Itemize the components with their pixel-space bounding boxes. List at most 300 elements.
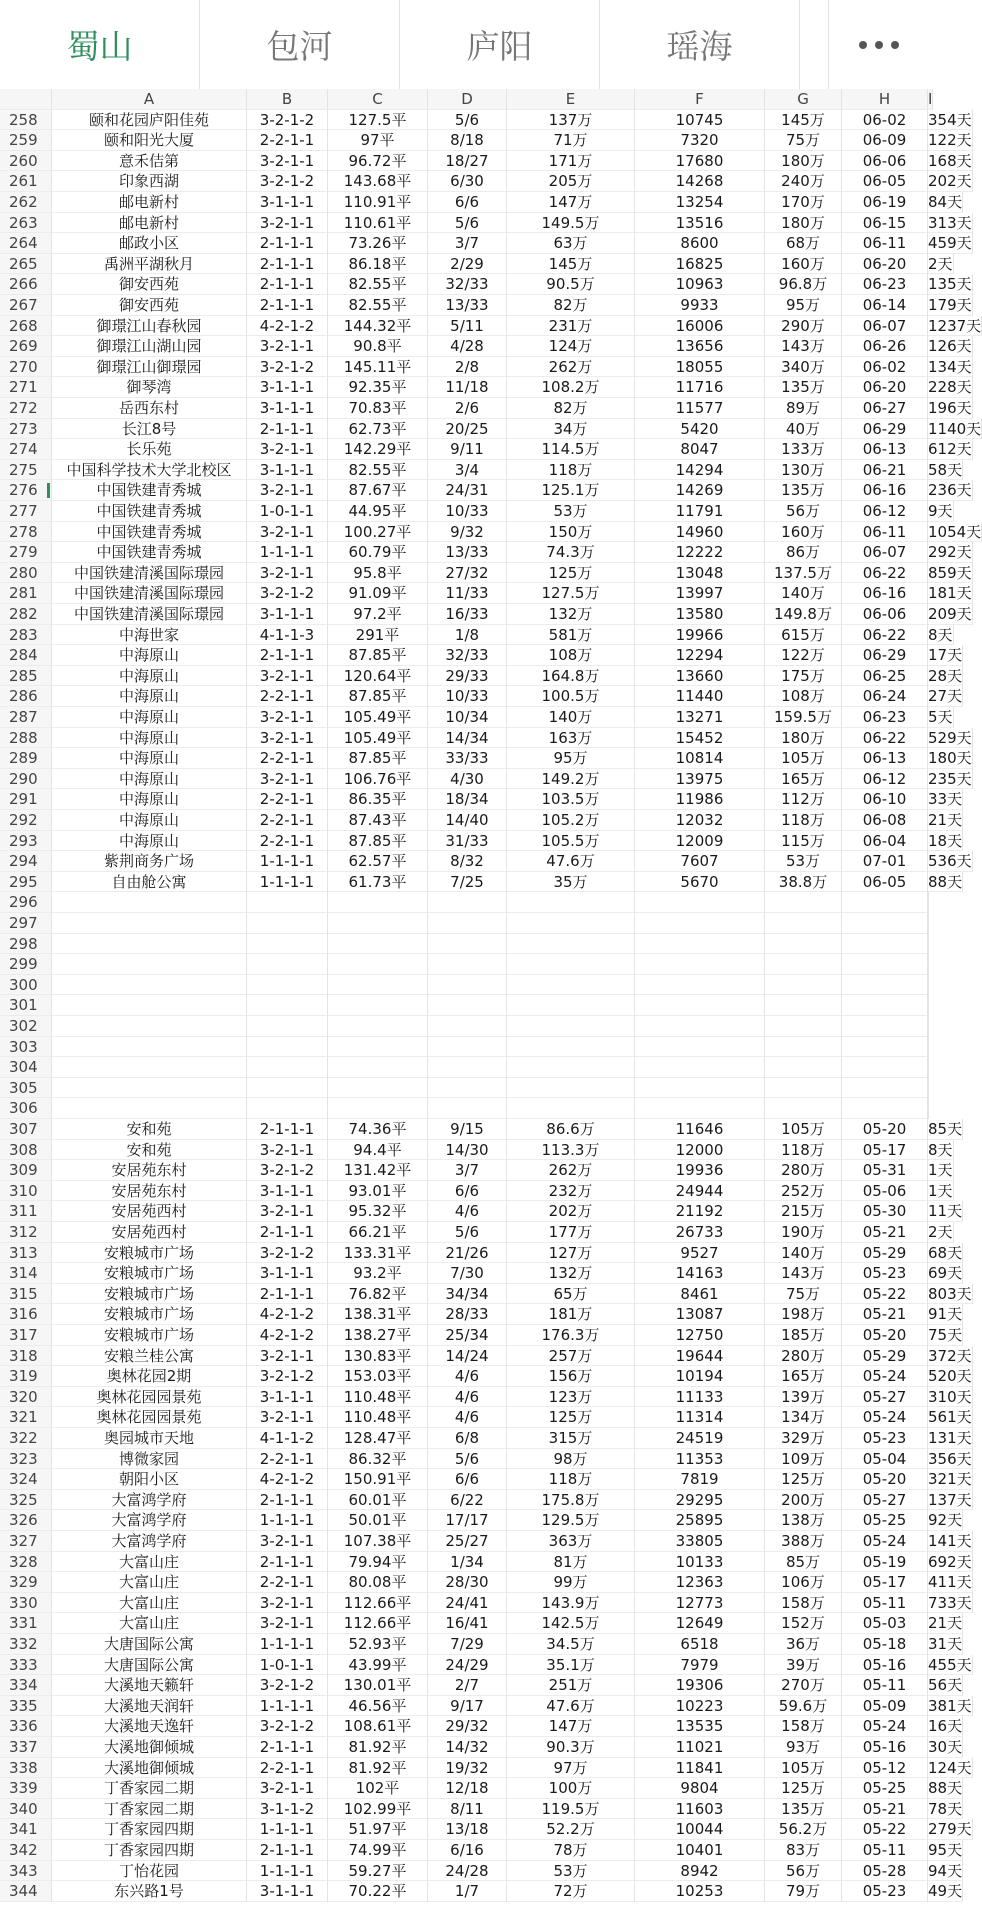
cell-h[interactable]: 06-04: [842, 831, 928, 852]
row-number[interactable]: 269: [0, 336, 52, 357]
cell-f[interactable]: 14268: [635, 171, 765, 192]
cell-d[interactable]: 2/29: [428, 254, 507, 275]
cell-g[interactable]: 185万: [765, 1325, 842, 1346]
cell-b[interactable]: 3-2-1-1: [247, 336, 328, 357]
cell-d[interactable]: 4/6: [428, 1366, 507, 1387]
cell-d[interactable]: 29/33: [428, 666, 507, 687]
cell-b[interactable]: 2-1-1-1: [247, 274, 328, 295]
column-header-h[interactable]: H: [842, 89, 928, 110]
cell-b[interactable]: [247, 1098, 328, 1119]
cell-e[interactable]: 97万: [507, 1758, 635, 1779]
cell-a[interactable]: 奥园城市天地: [52, 1428, 247, 1449]
cell-c[interactable]: 138.31平: [328, 1304, 428, 1325]
cell-g[interactable]: 180万: [765, 151, 842, 172]
cell-a[interactable]: 大富山庄: [52, 1613, 247, 1634]
cell-e[interactable]: 125万: [507, 1407, 635, 1428]
cell-f[interactable]: 19966: [635, 625, 765, 646]
cell-b[interactable]: 2-1-1-1: [247, 1222, 328, 1243]
cell-f[interactable]: 11577: [635, 398, 765, 419]
cell-a[interactable]: 安粮城市广场: [52, 1243, 247, 1264]
cell-b[interactable]: 1-1-1-1: [247, 1696, 328, 1717]
cell-d[interactable]: 25/34: [428, 1325, 507, 1346]
cell-c[interactable]: 86.35平: [328, 789, 428, 810]
cell-c[interactable]: 82.55平: [328, 295, 428, 316]
cell-f[interactable]: 24944: [635, 1181, 765, 1202]
cell-e[interactable]: 100.5万: [507, 686, 635, 707]
cell-i[interactable]: 411天: [928, 1573, 972, 1592]
row-number[interactable]: 311: [0, 1201, 52, 1222]
cell-a[interactable]: 中国铁建青秀城: [52, 542, 247, 563]
cell-f[interactable]: [635, 892, 765, 913]
cell-e[interactable]: 90.5万: [507, 274, 635, 295]
cell-f[interactable]: 11353: [635, 1449, 765, 1470]
cell-b[interactable]: 3-2-1-1: [247, 707, 328, 728]
cell-d[interactable]: 4/30: [428, 769, 507, 790]
row-number[interactable]: 281: [0, 583, 52, 604]
cell-h[interactable]: 06-21: [842, 460, 928, 481]
cell-g[interactable]: 36万: [765, 1634, 842, 1655]
cell-i[interactable]: 459天: [928, 234, 972, 253]
cell-a[interactable]: 印象西湖: [52, 171, 247, 192]
cell-h[interactable]: 05-27: [842, 1490, 928, 1511]
cell-i[interactable]: [928, 954, 929, 975]
cell-c[interactable]: [328, 1057, 428, 1078]
cell-f[interactable]: 24519: [635, 1428, 765, 1449]
cell-i[interactable]: 612天: [928, 440, 972, 459]
cell-b[interactable]: 3-2-1-2: [247, 357, 328, 378]
cell-h[interactable]: 05-23: [842, 1428, 928, 1449]
row-number[interactable]: 336: [0, 1716, 52, 1737]
row-number[interactable]: 328: [0, 1552, 52, 1573]
cell-c[interactable]: 120.64平: [328, 666, 428, 687]
cell-h[interactable]: 05-21: [842, 1304, 928, 1325]
row-number[interactable]: 325: [0, 1490, 52, 1511]
cell-d[interactable]: 4/6: [428, 1387, 507, 1408]
cell-g[interactable]: 86万: [765, 542, 842, 563]
cell-i[interactable]: 692天: [928, 1552, 972, 1571]
cell-e[interactable]: 34万: [507, 419, 635, 440]
cell-f[interactable]: 17680: [635, 151, 765, 172]
cell-a[interactable]: 中国铁建青秀城: [52, 522, 247, 543]
column-header-c[interactable]: C: [328, 89, 428, 110]
cell-e[interactable]: 205万: [507, 171, 635, 192]
cell-i[interactable]: 381天: [928, 1696, 972, 1715]
cell-e[interactable]: 147万: [507, 192, 635, 213]
cell-e[interactable]: 78万: [507, 1840, 635, 1861]
row-number[interactable]: 299: [0, 954, 52, 975]
cell-i[interactable]: 859天: [928, 563, 972, 582]
cell-b[interactable]: 3-2-1-1: [247, 769, 328, 790]
cell-h[interactable]: 05-25: [842, 1510, 928, 1531]
cell-c[interactable]: 86.18平: [328, 254, 428, 275]
cell-d[interactable]: 18/27: [428, 151, 507, 172]
cell-e[interactable]: 53万: [507, 501, 635, 522]
row-number[interactable]: 323: [0, 1449, 52, 1470]
cell-g[interactable]: [765, 934, 842, 955]
cell-h[interactable]: 05-03: [842, 1613, 928, 1634]
row-number[interactable]: 259: [0, 130, 52, 151]
row-number[interactable]: 261: [0, 171, 52, 192]
cell-d[interactable]: 11/33: [428, 583, 507, 604]
row-number[interactable]: 287: [0, 707, 52, 728]
cell-b[interactable]: 1-0-1-1: [247, 1655, 328, 1676]
cell-e[interactable]: 129.5万: [507, 1510, 635, 1531]
cell-d[interactable]: 32/33: [428, 274, 507, 295]
cell-e[interactable]: [507, 892, 635, 913]
cell-b[interactable]: 2-1-1-1: [247, 254, 328, 275]
cell-b[interactable]: 4-1-1-3: [247, 625, 328, 646]
cell-d[interactable]: 10/33: [428, 686, 507, 707]
cell-b[interactable]: 3-2-1-2: [247, 1160, 328, 1181]
cell-a[interactable]: 大溪地天籁轩: [52, 1675, 247, 1696]
cell-d[interactable]: 13/33: [428, 542, 507, 563]
cell-d[interactable]: 24/29: [428, 1655, 507, 1676]
cell-e[interactable]: 163万: [507, 728, 635, 749]
cell-h[interactable]: 05-25: [842, 1778, 928, 1799]
cell-c[interactable]: 144.32平: [328, 316, 428, 337]
cell-c[interactable]: 102.99平: [328, 1799, 428, 1820]
cell-a[interactable]: 大唐国际公寓: [52, 1655, 247, 1676]
sheet-tab-yaohai[interactable]: 瑶海: [600, 0, 800, 89]
cell-a[interactable]: 丁香家园二期: [52, 1778, 247, 1799]
cell-g[interactable]: 125万: [765, 1778, 842, 1799]
cell-f[interactable]: 12773: [635, 1593, 765, 1614]
cell-d[interactable]: 5/11: [428, 316, 507, 337]
cell-c[interactable]: 87.67平: [328, 480, 428, 501]
cell-a[interactable]: [52, 913, 247, 934]
cell-b[interactable]: 3-2-1-1: [247, 1613, 328, 1634]
cell-g[interactable]: 89万: [765, 398, 842, 419]
cell-h[interactable]: 05-20: [842, 1119, 928, 1140]
cell-d[interactable]: [428, 1098, 507, 1119]
cell-c[interactable]: 87.85平: [328, 748, 428, 769]
cell-e[interactable]: 231万: [507, 316, 635, 337]
cell-a[interactable]: 奥林花园2期: [52, 1366, 247, 1387]
cell-c[interactable]: 110.61平: [328, 213, 428, 234]
cell-f[interactable]: 14960: [635, 522, 765, 543]
cell-g[interactable]: [765, 892, 842, 913]
cell-g[interactable]: 145万: [765, 110, 842, 131]
cell-d[interactable]: 24/28: [428, 1861, 507, 1882]
row-number[interactable]: 329: [0, 1572, 52, 1593]
cell-h[interactable]: 05-29: [842, 1243, 928, 1264]
cell-a[interactable]: 自由舱公寓: [52, 872, 247, 893]
cell-a[interactable]: 大富鸿学府: [52, 1490, 247, 1511]
cell-a[interactable]: 安粮城市广场: [52, 1284, 247, 1305]
cell-b[interactable]: 3-1-1-1: [247, 1387, 328, 1408]
cell-h[interactable]: 05-22: [842, 1284, 928, 1305]
cell-g[interactable]: 158万: [765, 1716, 842, 1737]
cell-i[interactable]: [928, 975, 929, 996]
cell-a[interactable]: 大富鸿学府: [52, 1510, 247, 1531]
cell-i[interactable]: [928, 1098, 929, 1119]
cell-h[interactable]: [842, 975, 928, 996]
cell-c[interactable]: 100.27平: [328, 522, 428, 543]
cell-d[interactable]: 14/24: [428, 1346, 507, 1367]
cell-i[interactable]: 1237天: [928, 316, 982, 335]
cell-g[interactable]: 68万: [765, 233, 842, 254]
cell-i[interactable]: 126天: [928, 337, 972, 356]
cell-g[interactable]: 149.8万: [765, 604, 842, 625]
cell-h[interactable]: [842, 913, 928, 934]
cell-e[interactable]: 262万: [507, 1160, 635, 1181]
cell-i[interactable]: 372天: [928, 1346, 972, 1365]
cell-i[interactable]: 279天: [928, 1820, 972, 1839]
cell-b[interactable]: 2-2-1-1: [247, 789, 328, 810]
cell-h[interactable]: 06-15: [842, 213, 928, 234]
cell-a[interactable]: 邮电新村: [52, 192, 247, 213]
row-number[interactable]: 312: [0, 1222, 52, 1243]
cell-h[interactable]: 06-06: [842, 151, 928, 172]
cell-h[interactable]: 06-07: [842, 316, 928, 337]
cell-g[interactable]: [765, 1098, 842, 1119]
row-number[interactable]: 305: [0, 1078, 52, 1099]
cell-h[interactable]: 05-21: [842, 1222, 928, 1243]
cell-e[interactable]: 127.5万: [507, 583, 635, 604]
row-number[interactable]: 283: [0, 625, 52, 646]
cell-b[interactable]: 3-2-1-1: [247, 439, 328, 460]
cell-i[interactable]: 16天: [928, 1717, 963, 1736]
cell-c[interactable]: 128.47平: [328, 1428, 428, 1449]
cell-a[interactable]: 中国科学技术大学北校区: [52, 460, 247, 481]
cell-i[interactable]: 124天: [928, 1758, 972, 1777]
cell-h[interactable]: 05-30: [842, 1201, 928, 1222]
cell-g[interactable]: [765, 913, 842, 934]
cell-h[interactable]: 06-22: [842, 625, 928, 646]
cell-a[interactable]: 丁香家园二期: [52, 1799, 247, 1820]
cell-b[interactable]: 3-2-1-2: [247, 583, 328, 604]
cell-c[interactable]: 62.73平: [328, 419, 428, 440]
cell-e[interactable]: 137万: [507, 110, 635, 131]
cell-c[interactable]: 130.01平: [328, 1675, 428, 1696]
cell-b[interactable]: 3-2-1-2: [247, 1243, 328, 1264]
cell-g[interactable]: 118万: [765, 1140, 842, 1161]
cell-i[interactable]: 78天: [928, 1799, 963, 1818]
cell-c[interactable]: 62.57平: [328, 851, 428, 872]
cell-f[interactable]: 19644: [635, 1346, 765, 1367]
row-number[interactable]: 344: [0, 1881, 52, 1902]
row-number[interactable]: 295: [0, 872, 52, 893]
cell-g[interactable]: 105万: [765, 748, 842, 769]
cell-a[interactable]: 东兴路1号: [52, 1881, 247, 1902]
cell-g[interactable]: 118万: [765, 810, 842, 831]
cell-i[interactable]: 1140天: [928, 419, 982, 438]
cell-g[interactable]: 122万: [765, 645, 842, 666]
cell-d[interactable]: 7/25: [428, 872, 507, 893]
cell-d[interactable]: 21/26: [428, 1243, 507, 1264]
cell-i[interactable]: 1天: [928, 1161, 953, 1180]
cell-a[interactable]: [52, 975, 247, 996]
row-number[interactable]: 314: [0, 1263, 52, 1284]
cell-b[interactable]: [247, 1057, 328, 1078]
cell-h[interactable]: 06-07: [842, 542, 928, 563]
cell-f[interactable]: 12649: [635, 1613, 765, 1634]
cell-c[interactable]: 70.22平: [328, 1881, 428, 1902]
cell-e[interactable]: 99万: [507, 1572, 635, 1593]
cell-c[interactable]: [328, 954, 428, 975]
cell-e[interactable]: 98万: [507, 1449, 635, 1470]
cell-f[interactable]: 7979: [635, 1655, 765, 1676]
row-number[interactable]: 276: [0, 480, 52, 501]
cell-b[interactable]: 1-0-1-1: [247, 501, 328, 522]
column-header-a[interactable]: A: [52, 89, 247, 110]
cell-d[interactable]: 33/33: [428, 748, 507, 769]
cell-a[interactable]: 中国铁建清溪国际璟园: [52, 583, 247, 604]
column-header-b[interactable]: B: [247, 89, 328, 110]
cell-b[interactable]: 2-1-1-1: [247, 1119, 328, 1140]
cell-b[interactable]: 3-2-1-2: [247, 1716, 328, 1737]
cell-g[interactable]: [765, 1057, 842, 1078]
cell-b[interactable]: 3-1-1-1: [247, 377, 328, 398]
cell-c[interactable]: 81.92平: [328, 1758, 428, 1779]
cell-i[interactable]: 28天: [928, 666, 963, 685]
cell-e[interactable]: 53万: [507, 1861, 635, 1882]
row-number[interactable]: 300: [0, 975, 52, 996]
cell-b[interactable]: 2-1-1-1: [247, 295, 328, 316]
cell-e[interactable]: 125万: [507, 563, 635, 584]
cell-e[interactable]: 171万: [507, 151, 635, 172]
cell-a[interactable]: [52, 1057, 247, 1078]
cell-g[interactable]: 40万: [765, 419, 842, 440]
cell-h[interactable]: [842, 1016, 928, 1037]
cell-c[interactable]: 95.8平: [328, 563, 428, 584]
cell-a[interactable]: 丁香家园四期: [52, 1840, 247, 1861]
row-number[interactable]: 297: [0, 913, 52, 934]
cell-d[interactable]: 5/6: [428, 110, 507, 131]
cell-b[interactable]: 3-2-1-2: [247, 1366, 328, 1387]
cell-h[interactable]: 06-16: [842, 583, 928, 604]
cell-d[interactable]: 7/30: [428, 1263, 507, 1284]
cell-b[interactable]: 3-1-1-2: [247, 1799, 328, 1820]
cell-d[interactable]: 14/34: [428, 728, 507, 749]
cell-d[interactable]: [428, 954, 507, 975]
cell-i[interactable]: 2天: [928, 254, 953, 273]
row-number[interactable]: 279: [0, 542, 52, 563]
cell-a[interactable]: 中国铁建青秀城: [52, 501, 247, 522]
row-number[interactable]: 284: [0, 645, 52, 666]
cell-b[interactable]: 3-2-1-1: [247, 563, 328, 584]
cell-g[interactable]: 290万: [765, 316, 842, 337]
cell-d[interactable]: 2/7: [428, 1675, 507, 1696]
cell-i[interactable]: 30天: [928, 1738, 963, 1756]
cell-d[interactable]: 6/6: [428, 192, 507, 213]
cell-b[interactable]: 3-1-1-1: [247, 1263, 328, 1284]
cell-d[interactable]: 6/22: [428, 1490, 507, 1511]
cell-i[interactable]: [928, 892, 929, 913]
cell-i[interactable]: 33天: [928, 790, 963, 809]
cell-f[interactable]: [635, 954, 765, 975]
cell-c[interactable]: 70.83平: [328, 398, 428, 419]
cell-a[interactable]: 大富山庄: [52, 1572, 247, 1593]
cell-b[interactable]: 3-1-1-1: [247, 192, 328, 213]
cell-f[interactable]: 9804: [635, 1778, 765, 1799]
cell-c[interactable]: 90.8平: [328, 336, 428, 357]
cell-c[interactable]: 93.01平: [328, 1181, 428, 1202]
cell-i[interactable]: 18天: [928, 831, 963, 850]
cell-h[interactable]: 05-27: [842, 1387, 928, 1408]
cell-g[interactable]: 240万: [765, 171, 842, 192]
cell-f[interactable]: [635, 934, 765, 955]
cell-c[interactable]: 97平: [328, 130, 428, 151]
cell-b[interactable]: 2-1-1-1: [247, 645, 328, 666]
cell-b[interactable]: 3-2-1-1: [247, 1531, 328, 1552]
cell-d[interactable]: [428, 1078, 507, 1099]
cell-b[interactable]: 1-1-1-1: [247, 872, 328, 893]
cell-g[interactable]: 180万: [765, 728, 842, 749]
cell-a[interactable]: 安居苑东村: [52, 1181, 247, 1202]
cell-e[interactable]: 82万: [507, 295, 635, 316]
cell-g[interactable]: 106万: [765, 1572, 842, 1593]
cell-b[interactable]: [247, 975, 328, 996]
cell-h[interactable]: 06-22: [842, 728, 928, 749]
cell-g[interactable]: 135万: [765, 480, 842, 501]
cell-a[interactable]: [52, 892, 247, 913]
row-number[interactable]: 290: [0, 769, 52, 790]
cell-c[interactable]: 94.4平: [328, 1140, 428, 1161]
cell-h[interactable]: 05-20: [842, 1325, 928, 1346]
cell-f[interactable]: 13516: [635, 213, 765, 234]
cell-a[interactable]: 中海原山: [52, 748, 247, 769]
cell-c[interactable]: 50.01平: [328, 1510, 428, 1531]
row-number[interactable]: 321: [0, 1407, 52, 1428]
cell-d[interactable]: 7/29: [428, 1634, 507, 1655]
cell-e[interactable]: 105.2万: [507, 810, 635, 831]
cell-b[interactable]: 1-1-1-1: [247, 1510, 328, 1531]
cell-a[interactable]: 安粮城市广场: [52, 1325, 247, 1346]
cell-b[interactable]: 4-1-1-2: [247, 1428, 328, 1449]
cell-g[interactable]: 158万: [765, 1593, 842, 1614]
cell-a[interactable]: 中海原山: [52, 769, 247, 790]
cell-e[interactable]: 142.5万: [507, 1613, 635, 1634]
cell-e[interactable]: 147万: [507, 1716, 635, 1737]
row-number[interactable]: 315: [0, 1284, 52, 1305]
cell-a[interactable]: 中海原山: [52, 666, 247, 687]
cell-b[interactable]: 2-1-1-1: [247, 1284, 328, 1305]
cell-i[interactable]: 56天: [928, 1676, 963, 1695]
cell-c[interactable]: 60.79平: [328, 542, 428, 563]
row-number[interactable]: 316: [0, 1304, 52, 1325]
cell-c[interactable]: 143.68平: [328, 171, 428, 192]
cell-a[interactable]: 中海原山: [52, 645, 247, 666]
cell-b[interactable]: 4-2-1-2: [247, 1469, 328, 1490]
cell-f[interactable]: 11440: [635, 686, 765, 707]
cell-a[interactable]: 邮电新村: [52, 213, 247, 234]
cell-i[interactable]: 85天: [928, 1120, 963, 1138]
cell-i[interactable]: 354天: [928, 110, 972, 129]
row-number[interactable]: 265: [0, 254, 52, 275]
cell-b[interactable]: 2-1-1-1: [247, 233, 328, 254]
cell-i[interactable]: 88天: [928, 1779, 963, 1798]
cell-e[interactable]: [507, 1016, 635, 1037]
cell-f[interactable]: 13535: [635, 1716, 765, 1737]
cell-d[interactable]: [428, 975, 507, 996]
cell-f[interactable]: 7607: [635, 851, 765, 872]
cell-a[interactable]: 博微家园: [52, 1449, 247, 1470]
cell-c[interactable]: 150.91平: [328, 1469, 428, 1490]
cell-c[interactable]: 112.66平: [328, 1593, 428, 1614]
cell-b[interactable]: 1-1-1-1: [247, 1861, 328, 1882]
cell-h[interactable]: 05-11: [842, 1840, 928, 1861]
cell-d[interactable]: 28/30: [428, 1572, 507, 1593]
cell-h[interactable]: 05-23: [842, 1881, 928, 1902]
cell-a[interactable]: 长乐苑: [52, 439, 247, 460]
cell-d[interactable]: 1/34: [428, 1552, 507, 1573]
cell-g[interactable]: 135万: [765, 377, 842, 398]
cell-d[interactable]: 16/33: [428, 604, 507, 625]
cell-i[interactable]: 31天: [928, 1635, 963, 1653]
row-number[interactable]: 332: [0, 1634, 52, 1655]
cell-g[interactable]: 130万: [765, 460, 842, 481]
